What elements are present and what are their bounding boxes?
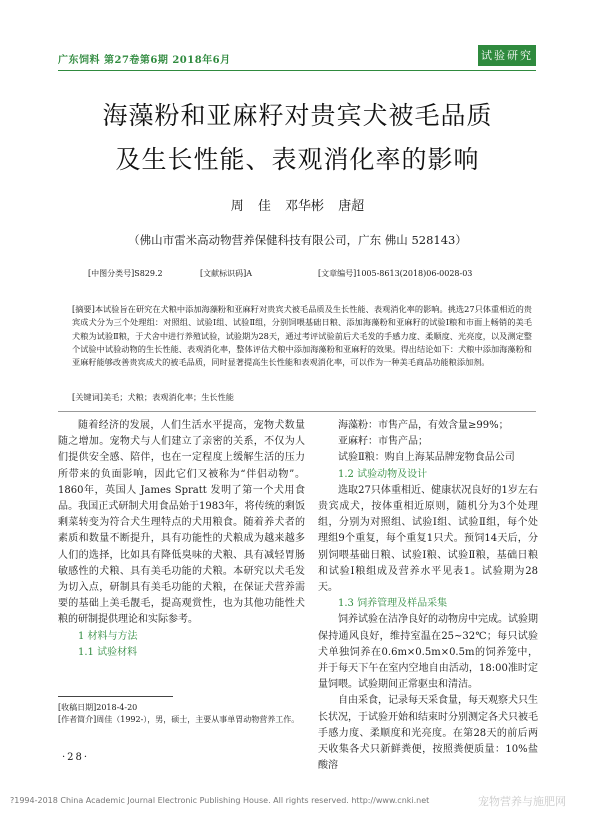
- footnote-rule: [58, 696, 173, 697]
- intro-paragraph: 随着经济的发展，人们生活水平提高，宠物犬数量随之增加。宠物犬与人们建立了亲密的关系，不仅为人们提供安全感、陪伴，也在一定程度上缓解生活的压力所带来的负面影响，因此它们又被称为“伴侣动物”。1860年，英国人 James Spratt 发明了第一个犬用食品。我国正式研制犬用食品始于1983年，将传统的剩饭剩菜转变为符合犬生理特点的犬用粮食。随着养犬者的素质和数量不断提升，具有功能性的犬粮成为越来越多人们的选择，比如具有降低臭味的犬粮、具有减轻胃肠敏感性的犬粮、具有美毛功能的犬粮。本研究以犬毛发为切入点，研制具有美毛功能的犬粮，在保证犬营养需要的基础上美毛靓毛，提高观赏性，也为其他功能性犬粮的研制提供理论和实际参考。: [58, 420, 305, 626]
- authors: 周 佳 邓华彬 唐超: [230, 199, 365, 214]
- copyright-line: ?1994-2018 China Academic Journal Electronic Publishing House. All rights reserved. http://www.cnki.net: [10, 796, 430, 805]
- article-title-line-2: 及生长性能、表观消化率的影响: [115, 145, 480, 174]
- section-badge: 试验研究: [478, 45, 536, 66]
- material-item: 试验Ⅱ粮：购自上海某品牌宠物食品公司: [338, 452, 515, 464]
- material-item: 亚麻籽：市售产品；: [338, 436, 428, 448]
- keywords: [关键词]美毛；犬粮；表观消化率；生长性能: [72, 392, 234, 402]
- section-heading: 1 材料与方法: [78, 630, 138, 642]
- footnote: [58, 702, 305, 726]
- subsection-heading: 1.1 试验材料: [78, 646, 138, 658]
- watermark: 宠物营养与施肥网: [478, 795, 566, 808]
- journal-header: 广东饲料 第27卷第6期 2018年6月: [58, 55, 231, 66]
- document-code: [文献标识码]A: [200, 269, 253, 278]
- received-date: [收稿日期]2018-4-20: [58, 703, 138, 712]
- abstract-rule: [58, 411, 536, 412]
- article-number: [文章编号]1005-8613(2018)06-0028-03: [318, 269, 473, 278]
- material-item: 海藻粉：市售产品，有效含量≥99%；: [338, 420, 509, 431]
- abstract: [摘要]本试验旨在研究在犬粮中添加海藻粉和亚麻籽对贵宾犬被毛品质及生长性能、表观消化率的影响。挑选27只体重相近的贵宾成犬分为三个处理组：对照组、试验Ⅰ组、试验Ⅱ组，分别饲喂基础日粮、添加海藻粉和亚麻籽的试验Ⅰ粮和市面上畅销的美毛犬粮为试验Ⅱ粮，于犬舍中进行养殖试验，试验期为28天，通过考评试验前后犬毛发的手感力度、柔顺度、光亮度，以及测定整个试验中试验动物的生长性能、表观消化率，整体评估犬粮中添加海藻粉和亚麻籽的效果。得出结论如下：犬粮中添加海藻粉和亚麻籽能够改善贵宾成犬的被毛品质，同时显著提高生长性能和表观消化率，可以作为一种美毛商品功能粮添加剂。: [72, 304, 532, 368]
- body-paragraph: 饲养试验在洁净良好的动物房中完成。试验期保持通风良好，维持室温在25~32℃；每只试验犬单独饲养在0.6m×0.5m×0.5m的饲养笼中，并于每天下午在室内空地自由活动，18:00准时定量饲喂。试验期间正常驱虫和清洁。: [318, 614, 538, 691]
- body-paragraph: 自由采食，记录每天采食量，每天观察犬只生长状况，于试验开始和结束时分别测定各犬只被毛手感力度、柔顺度和光亮度。在第28天的前后两天收集各犬只新鲜粪便，按照粪便质量：10%盐酸溶: [318, 695, 538, 772]
- header-rule: [58, 70, 536, 71]
- page-number: ·28·: [62, 752, 90, 763]
- right-column: [318, 418, 538, 774]
- subsection-heading: 1.2 试验动物及设计: [338, 468, 428, 480]
- affiliation: （佛山市雷米高动物营养保健科技有限公司，广东 佛山 528143）: [128, 233, 467, 247]
- author-info: [作者简介]周佳（1992-），男，硕士，主要从事单胃动物营养工作。: [58, 715, 300, 724]
- subsection-heading: 1.3 饲养管理及样品采集: [338, 598, 448, 610]
- left-column: [58, 418, 305, 661]
- body-paragraph: 选取27只体重相近、健康状况良好的1岁左右贵宾成犬，按体重相近原则，随机分为3个处理组，分别为对照组、试验Ⅰ组、试验Ⅱ组，每个处理组9个重复，每个重复1只犬。预饲14天后，分别饲喂基础日粮、试验Ⅰ粮、试验Ⅱ粮，基础日粮和试验Ⅰ粮组成及营养水平见表1。试验期为28天。: [318, 484, 538, 594]
- clc-number: [中图分类号]S829.2: [88, 269, 163, 278]
- article-title-line-1: 海藻粉和亚麻籽对贵宾犬被毛品质: [102, 101, 493, 130]
